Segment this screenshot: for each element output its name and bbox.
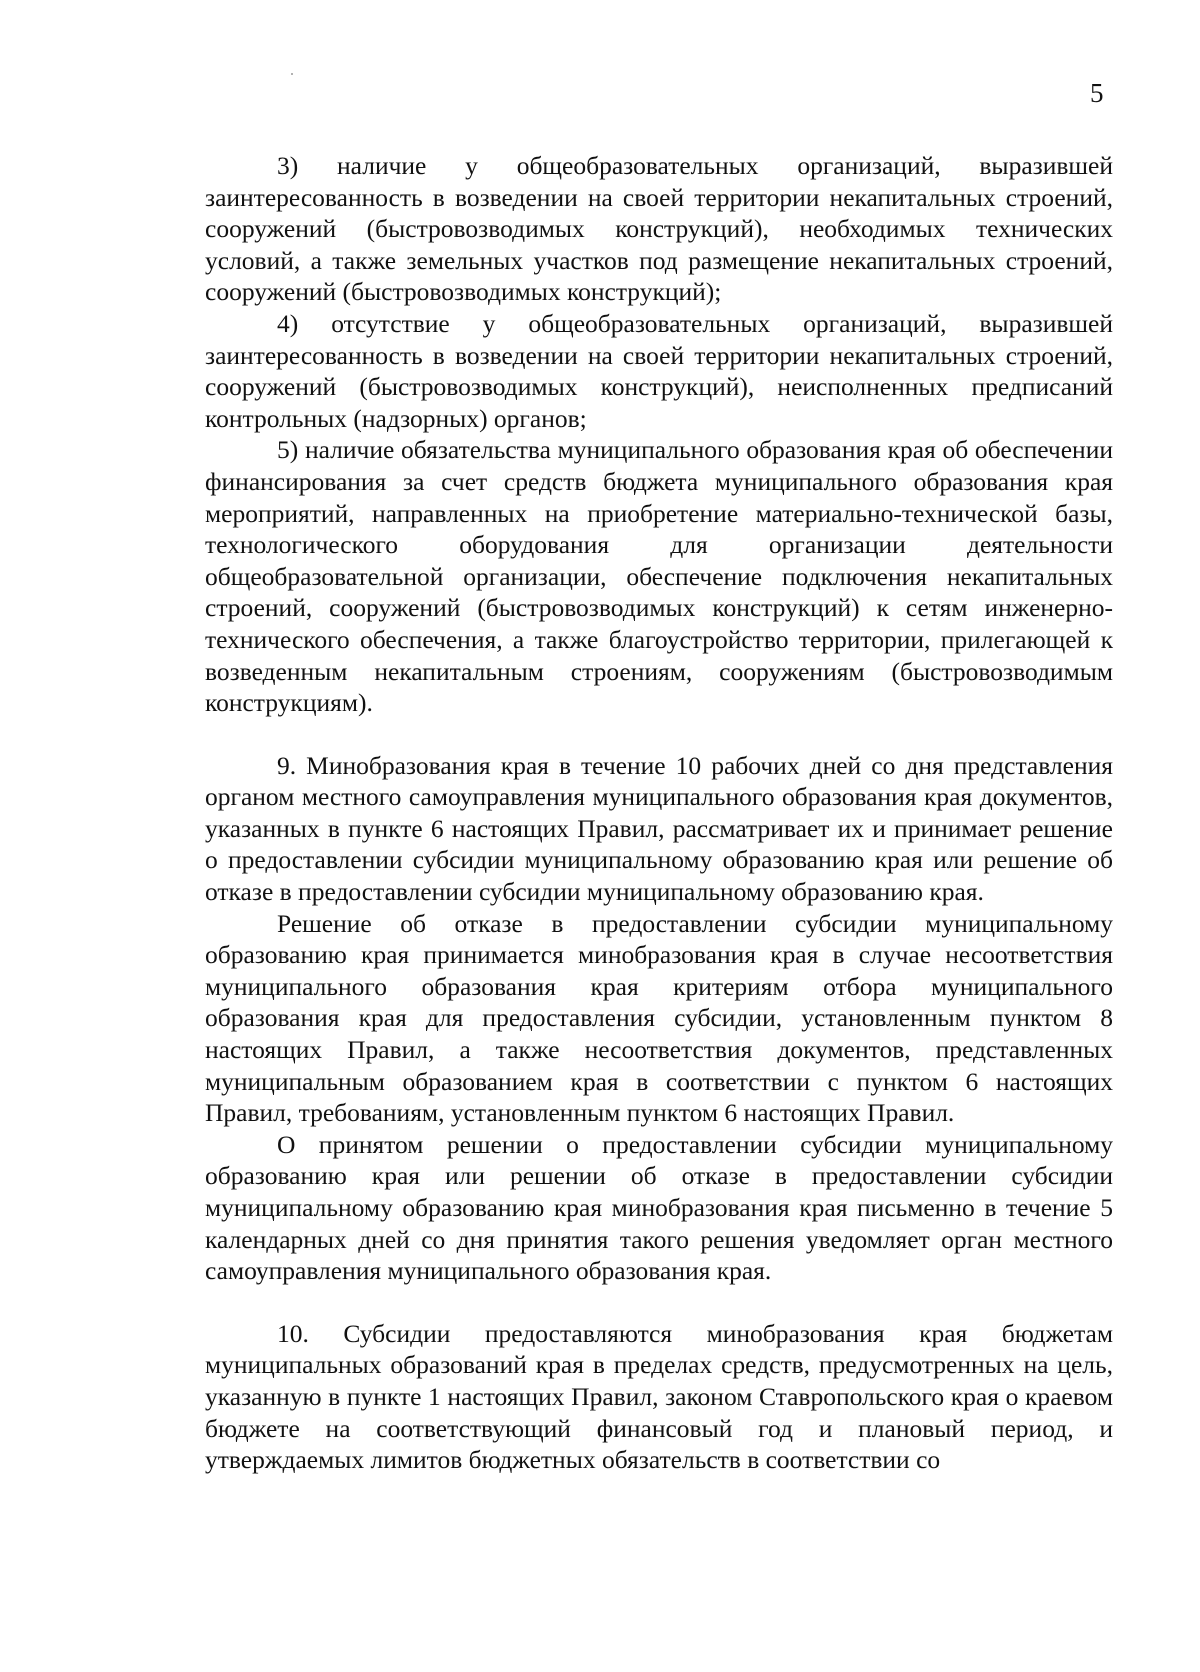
document-body — [205, 150, 1113, 1476]
paragraph-item-5: 5) наличие обязательства муниципального образования края об обеспечении финансирования за счет средств бюджета муниципального образования края мероприятий, направленных на приобретение материально-технической базы, технологического оборудования для организации деятельности общеобразовательной организации, обеспечение подключения некапитальных строений, сооружений (быстровозводимых конструкций) к сетям инженерно-технического обеспечения, а также благоустройство территории, прилегающей к возведенным некапитальным строениям, сооружениям (быстровозводимым конструкциям). — [205, 435, 1113, 718]
paragraph-clause-9: 9. Минобразования края в течение 10 рабочих дней со дня представления органом местного самоуправления муниципального образования края документов, указанных в пункте 6 настоящих Правил, рассматривает их и принимает решение о предоставлении субсидии муниципальному образованию края или решение об отказе в предоставлении субсидии муниципальному образованию края. — [205, 750, 1113, 907]
paragraph-clause-10: 10. Субсидии предоставляются минобразования края бюджетам муниципальных образований края в пределах средств, предусмотренных на цель, указанную в пункте 1 настоящих Правил, законом Ставропольского края о краевом бюджете на соответствующий финансовый год и плановый период, и утверждаемых лимитов бюджетных обязательств в соответствии со — [205, 1318, 1113, 1475]
paragraph-notification: О принятом решении о предоставлении субсидии муниципальному образованию края или решении об отказе в предоставлении субсидии муниципальному образованию края минобразования края письменно в течение 5 календарных дней со дня принятия такого решения уведомляет орган местного самоуправления муниципального образования края. — [205, 1129, 1113, 1286]
paragraph-item-3: 3) наличие у общеобразовательных организаций, выразившей заинтересованность в возведении на своей территории некапитальных строений, сооружений (быстровозводимых конструкций), необходимых технических условий, а также земельных участков под размещение некапитальных строений, сооружений (быстровозводимых конструкций); — [205, 151, 1113, 307]
paragraph-refusal-decision: Решение об отказе в предоставлении субсидии муниципальному образованию края принимается минобразования края в случае несоответствия муниципального образования края критериям отбора муниципального образования края для предоставления субсидии, установленным пунктом 8 настоящих Правил, а также несоответствия документов, представленных муниципальным образованием края в соответствии с пунктом 6 настоящих Правил, требованиям, установленным пунктом 6 настоящих Правил. — [205, 908, 1113, 1128]
page-number: 5 — [1090, 78, 1104, 108]
paragraph-item-4: 4) отсутствие у общеобразовательных организаций, выразившей заинтересованность в возведении на своей территории некапитальных строений, сооружений (быстровозводимых конструкций), неисполненных предписаний контрольных (надзорных) органов; — [205, 308, 1113, 433]
scan-speck — [291, 73, 293, 75]
